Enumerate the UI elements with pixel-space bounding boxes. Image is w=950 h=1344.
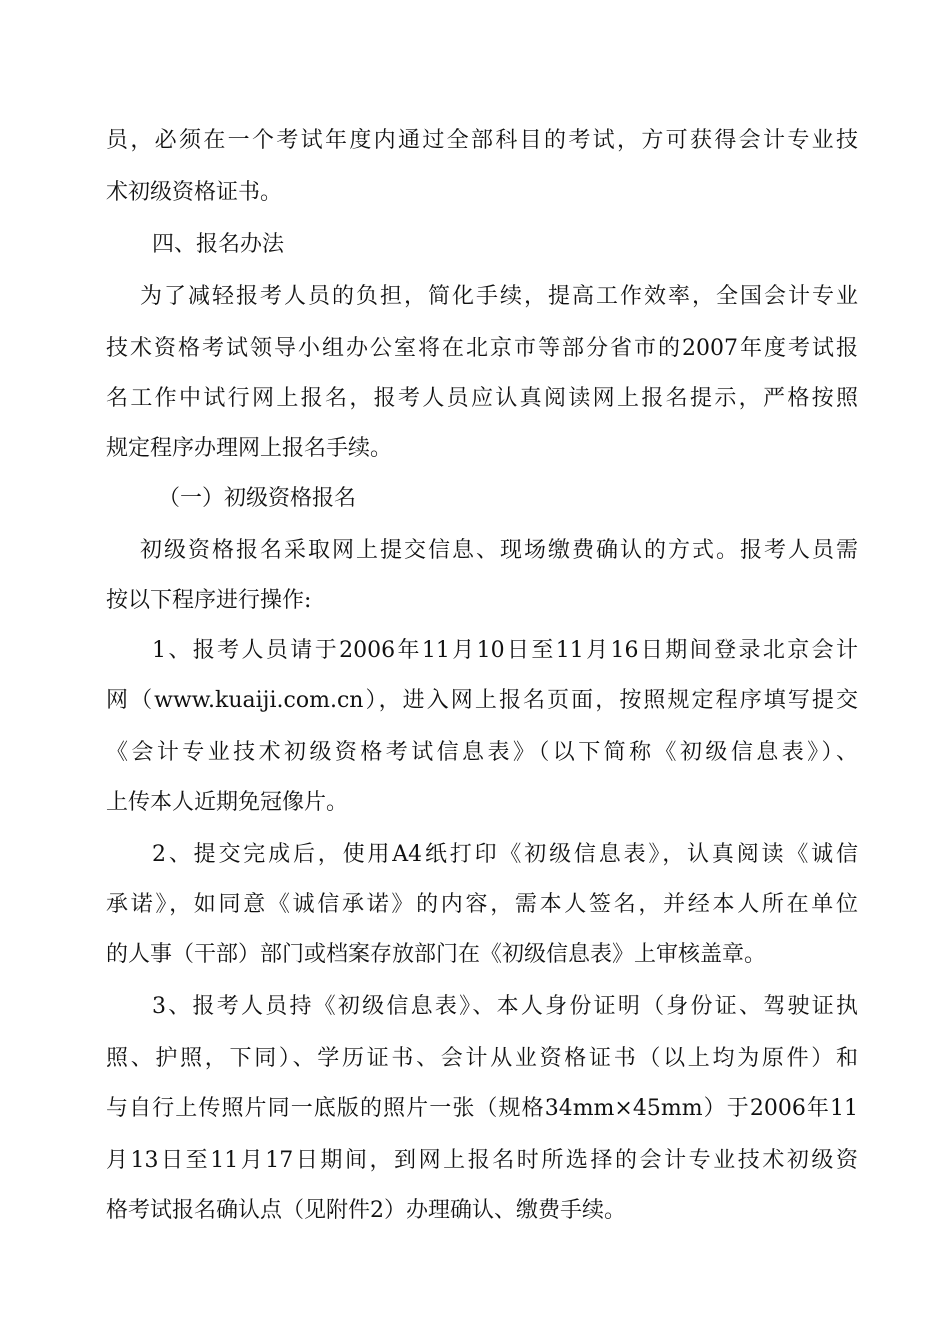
subsection-heading: （一）初级资格报名 [158,486,357,511]
paragraph-line: 技术资格考试领导小组办公室将在北京市等部分省市的2007年度考试报 [106,336,858,361]
paragraph-line: 2、提交完成后，使用A4纸打印《初级信息表》，认真阅读《诚信 [152,842,858,867]
paragraph-line: 为了减轻报考人员的负担，简化手续，提高工作效率，全国会计专业 [140,284,858,309]
section-heading: 四、报名办法 [152,232,285,257]
paragraph-line: 1、报考人员请于2006年11月10日至11月16日期间登录北京会计 [152,638,858,663]
paragraph-line: 规定程序办理网上报名手续。 [106,436,393,461]
paragraph-line: 员，必须在一个考试年度内通过全部科目的考试，方可获得会计专业技 [106,128,858,153]
paragraph-line: 照、护照，下同）、学历证书、会计从业资格证书（以上均为原件）和 [106,1046,858,1071]
paragraph-line: 按以下程序进行操作: [106,588,312,613]
paragraph-line: 格考试报名确认点（见附件2）办理确认、缴费手续。 [106,1198,626,1223]
paragraph-line: 术初级资格证书。 [106,180,283,205]
paragraph-line: 的人事（干部）部门或档案存放部门在《初级信息表》上审核盖章。 [106,942,767,967]
paragraph-line: 3、报考人员持《初级信息表》、本人身份证明（身份证、驾驶证执 [152,994,858,1019]
paragraph-line: 承诺》，如同意《诚信承诺》的内容，需本人签名，并经本人所在单位 [106,892,858,917]
paragraph-line: 初级资格报名采取网上提交信息、现场缴费确认的方式。报考人员需 [140,538,858,563]
paragraph-line: 与自行上传照片同一底版的照片一张（规格34mm×45mm）于2006年11 [106,1096,858,1121]
paragraph-line: 《会计专业技术初级资格考试信息表》（以下简称《初级信息表》）、 [106,740,858,765]
paragraph-line: 上传本人近期免冠像片。 [106,790,349,815]
paragraph-line: 月13日至11月17日期间，到网上报名时所选择的会计专业技术初级资 [106,1148,858,1173]
paragraph-line: 名工作中试行网上报名，报考人员应认真阅读网上报名提示，严格按照 [106,386,858,411]
paragraph-line: 网（www.kuaiji.com.cn），进入网上报名页面，按照规定程序填写提交 [106,688,858,713]
